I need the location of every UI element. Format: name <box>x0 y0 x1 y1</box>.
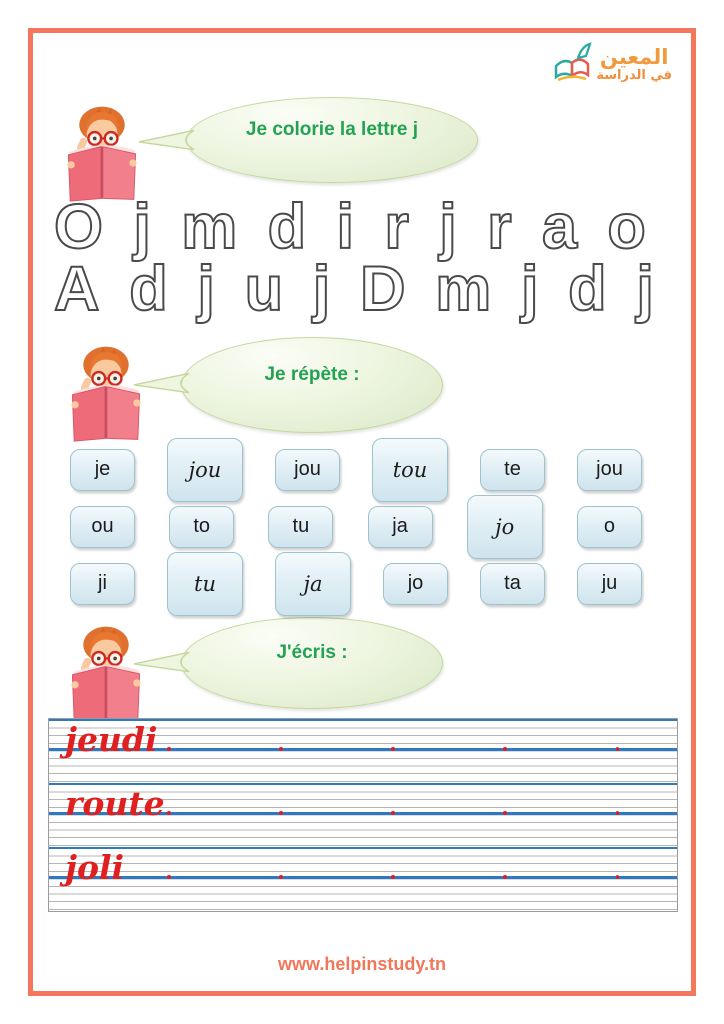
syllable-tile[interactable]: jo <box>383 563 448 605</box>
syllable-tile[interactable]: jou <box>275 449 340 491</box>
logo-title: المعين <box>599 44 669 69</box>
coloring-letters-row2 <box>54 254 654 324</box>
syllable-row <box>70 498 642 555</box>
outline-letter: j <box>133 192 151 262</box>
outline-letter: o <box>607 192 646 262</box>
reading-child-icon <box>56 103 148 203</box>
writing-line <box>49 719 677 783</box>
logo-subtitle: في الدراسة <box>596 67 672 83</box>
syllable-tile[interactable]: tou <box>372 438 448 502</box>
outline-letter: r <box>384 192 409 262</box>
footer <box>0 954 724 975</box>
footer-link[interactable]: www.helpinstudy.tn <box>278 954 446 974</box>
syllable-tile[interactable]: ou <box>70 506 135 548</box>
bubble-tail <box>137 127 195 153</box>
syllable-tile[interactable]: ji <box>70 563 135 605</box>
syllable-tile[interactable]: tu <box>268 506 333 548</box>
syllable-row <box>70 555 642 612</box>
model-word: jeudi <box>65 720 158 759</box>
bubble-tail <box>132 649 190 675</box>
outline-letter: m <box>181 192 238 262</box>
speech-bubble-colorie <box>186 97 478 183</box>
site-logo <box>552 40 672 88</box>
outline-letter: j <box>197 254 215 324</box>
writing-area <box>48 718 678 912</box>
logo-book-icon <box>552 40 592 88</box>
speech-bubble-ecris <box>181 617 443 709</box>
bubble-tail <box>132 370 190 396</box>
outline-letter: d <box>129 254 168 324</box>
syllable-tile[interactable]: jou <box>167 438 243 502</box>
speech-bubble-repete <box>181 337 443 433</box>
outline-letter: D <box>360 254 406 324</box>
syllable-tile[interactable]: ta <box>480 563 545 605</box>
model-word: route <box>65 784 165 823</box>
outline-letter: m <box>435 254 492 324</box>
instruction-ecris: J'écris : <box>276 642 348 663</box>
outline-letter: r <box>487 192 512 262</box>
instruction-repete: Je répète : <box>264 364 360 385</box>
syllable-grid <box>70 441 642 612</box>
syllable-tile[interactable]: je <box>70 449 135 491</box>
guide-dots <box>167 811 619 815</box>
outline-letter: j <box>312 254 331 324</box>
outline-letter: j <box>636 254 654 324</box>
syllable-tile[interactable]: o <box>577 506 642 548</box>
outline-letter: d <box>267 192 307 262</box>
outline-letter: a <box>542 192 578 262</box>
syllable-tile[interactable]: te <box>480 449 545 491</box>
outline-letter: j <box>520 254 539 324</box>
outline-letter: j <box>439 192 457 262</box>
syllable-tile[interactable]: ja <box>368 506 433 548</box>
model-word: joli <box>65 848 125 887</box>
outline-letter: d <box>568 254 607 324</box>
guide-dots <box>167 875 619 879</box>
syllable-tile[interactable]: ju <box>577 563 642 605</box>
syllable-tile[interactable]: tu <box>167 552 243 616</box>
syllable-tile[interactable]: ja <box>275 552 351 616</box>
syllable-tile[interactable]: jou <box>577 449 642 491</box>
outline-letter: A <box>54 254 100 324</box>
syllable-row <box>70 441 642 498</box>
instruction-colorie: Je colorie la lettre j <box>245 119 419 140</box>
outline-letter: i <box>336 192 354 262</box>
outline-letter: u <box>244 254 284 324</box>
writing-line <box>49 847 677 911</box>
syllable-tile[interactable]: to <box>169 506 234 548</box>
syllable-tile[interactable]: jo <box>467 495 543 559</box>
guide-dots <box>167 747 619 751</box>
outline-letter: O <box>54 192 104 262</box>
coloring-letters-row1 <box>54 192 646 262</box>
writing-line <box>49 783 677 847</box>
